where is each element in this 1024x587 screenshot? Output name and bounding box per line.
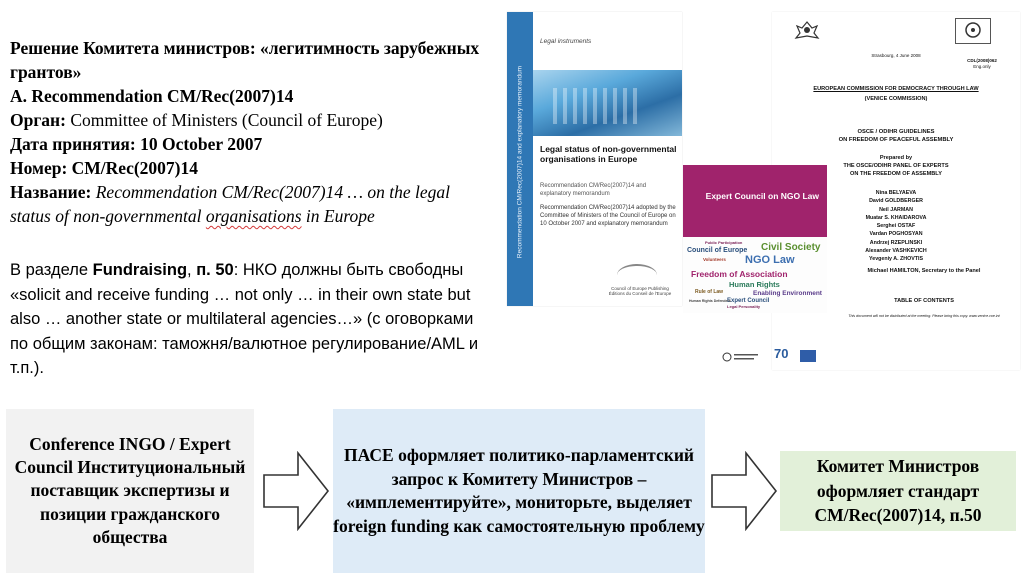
cover-publisher: Council of Europe Publishing Éditions du Conseil de l'Europe — [608, 286, 672, 296]
fundraising-paragraph: В разделе Fundraising, п. 50: НКО должны быть свободны «solicit and receive funding … not only … in their own state but also … another state or multilateral agencies…» (с оговорками по общим законам: таможня/валютное регулирование/AML и т.п.). — [10, 261, 479, 377]
organ-value: Committee of Ministers (Council of Europe) — [70, 110, 383, 130]
spellcheck-word: organisations — [205, 206, 302, 226]
flow-box-committee: Комитет Министров оформляет стандарт CM/Rec(2007)14, п.50 — [780, 451, 1016, 531]
expert-council-cover — [683, 165, 827, 313]
emblem-icon — [722, 349, 760, 359]
table-of-contents: TABLE OF CONTENTS — [894, 298, 954, 304]
eu-flag-icon — [800, 350, 816, 362]
panel-line-1: THE OSCE/ODIHR PANEL OF EXPERTS — [843, 163, 949, 169]
number-label: Номер: — [10, 158, 68, 178]
coat-of-arms-icon — [794, 20, 820, 42]
cover-series: Legal instruments — [540, 38, 592, 45]
arrow-right-icon — [262, 451, 330, 531]
prepared-by: Prepared by — [879, 155, 913, 161]
place-date: Strasbourg, 4 June 2008 — [871, 53, 921, 58]
word-cloud: Public Participation Council of Europe Civil Society Volunteers NGO Law Freedom of Association Human Rights Enabling Environment Rule of Law Expert Council Legal Personality Human Rights Defenders — [683, 237, 827, 313]
section-point: п. 50 — [196, 261, 234, 279]
cover-title: Legal status of non-governmental organisations in Europe — [540, 144, 677, 164]
number-row — [10, 156, 490, 180]
rec-line: A. Recommendation CM/Rec(2007)14 — [10, 86, 294, 106]
expert-council-band: Expert Council on NGO Law — [683, 165, 827, 237]
number-value: CM/Rec(2007)14 — [71, 158, 199, 178]
cover-spine: Recommendation CM/Rec(2007)14 and explanatory memorandum — [507, 12, 533, 306]
doc-language: Eng.only — [973, 64, 991, 69]
panel-line-2: ON THE FREEDOM OF ASSEMBLY — [850, 171, 942, 177]
flow-box-ingo: Conference INGO / Expert Council Институциональный поставщик экспертизы и позиции гражданского общества — [6, 409, 254, 573]
anniversary-badge: 70 — [774, 346, 789, 361]
title-row — [10, 180, 490, 228]
heading: Решение Комитета министров: «легитимность зарубежных грантов» — [10, 38, 480, 82]
recommendation-info — [10, 36, 490, 228]
doc-reference: CDL(2008)062 — [967, 58, 997, 63]
title-value: Recommendation CM/Rec(2007)14 … on the legal status of non-governmental organisations in Europe — [10, 182, 451, 226]
secretary: Michael HAMILTON, Secretary to the Panel — [867, 268, 981, 274]
cover-photo — [533, 70, 682, 136]
commission-subtitle: (VENICE COMMISSION) — [864, 96, 928, 102]
commission-name: EUROPEAN COMMISSION FOR DEMOCRACY THROUGH LAW — [813, 86, 979, 92]
coe-publication-cover — [507, 12, 682, 306]
organ-row — [10, 108, 490, 132]
arrow-right-icon — [710, 451, 778, 531]
section-name: Fundraising — [92, 261, 188, 279]
publisher-logo-icon — [617, 264, 657, 286]
date-value: 10 October 2007 — [140, 134, 263, 154]
cover-subtitle: Recommendation CM/Rec(2007)14 and explanatory memorandum — [540, 183, 647, 197]
organ-label: Орган: — [10, 110, 66, 130]
title-label: Название: — [10, 182, 92, 202]
date-label: Дата принятия: — [10, 134, 136, 154]
date-row — [10, 132, 490, 156]
expert-names: Nina BELYAEVA David GOLDBERGER Neil JARMAN Muatar S. KHAIDAROVA Serghei OSTAF Vardan POGHOSYAN Andrzej RZEPLINSKI Alexander VASHKEVICH Yevgeniy A. ZHOVTIS — [865, 190, 927, 263]
cover-description: Recommendation CM/Rec(2007)14 adopted by the Committee of Ministers of the Council of Europe on 10 October 2007 and explanatory memorandum — [540, 205, 676, 227]
guidelines-title-2: ON FREEDOM OF PEACEFUL ASSEMBLY — [838, 137, 954, 143]
doc-footer: This document will not be distributed at the meeting. Please bring this copy. www.venice.coe.int — [848, 314, 1000, 318]
coe-logo-icon — [955, 18, 991, 44]
flow-box-pace: ПАСЕ оформляет политико-парламентский запрос к Комитету Министров – «имплементируйте», мониторьте, выделяет foreign funding как самостоятельную проблему — [333, 409, 705, 573]
guidelines-title-1: OSCE / ODIHR GUIDELINES — [857, 129, 935, 135]
